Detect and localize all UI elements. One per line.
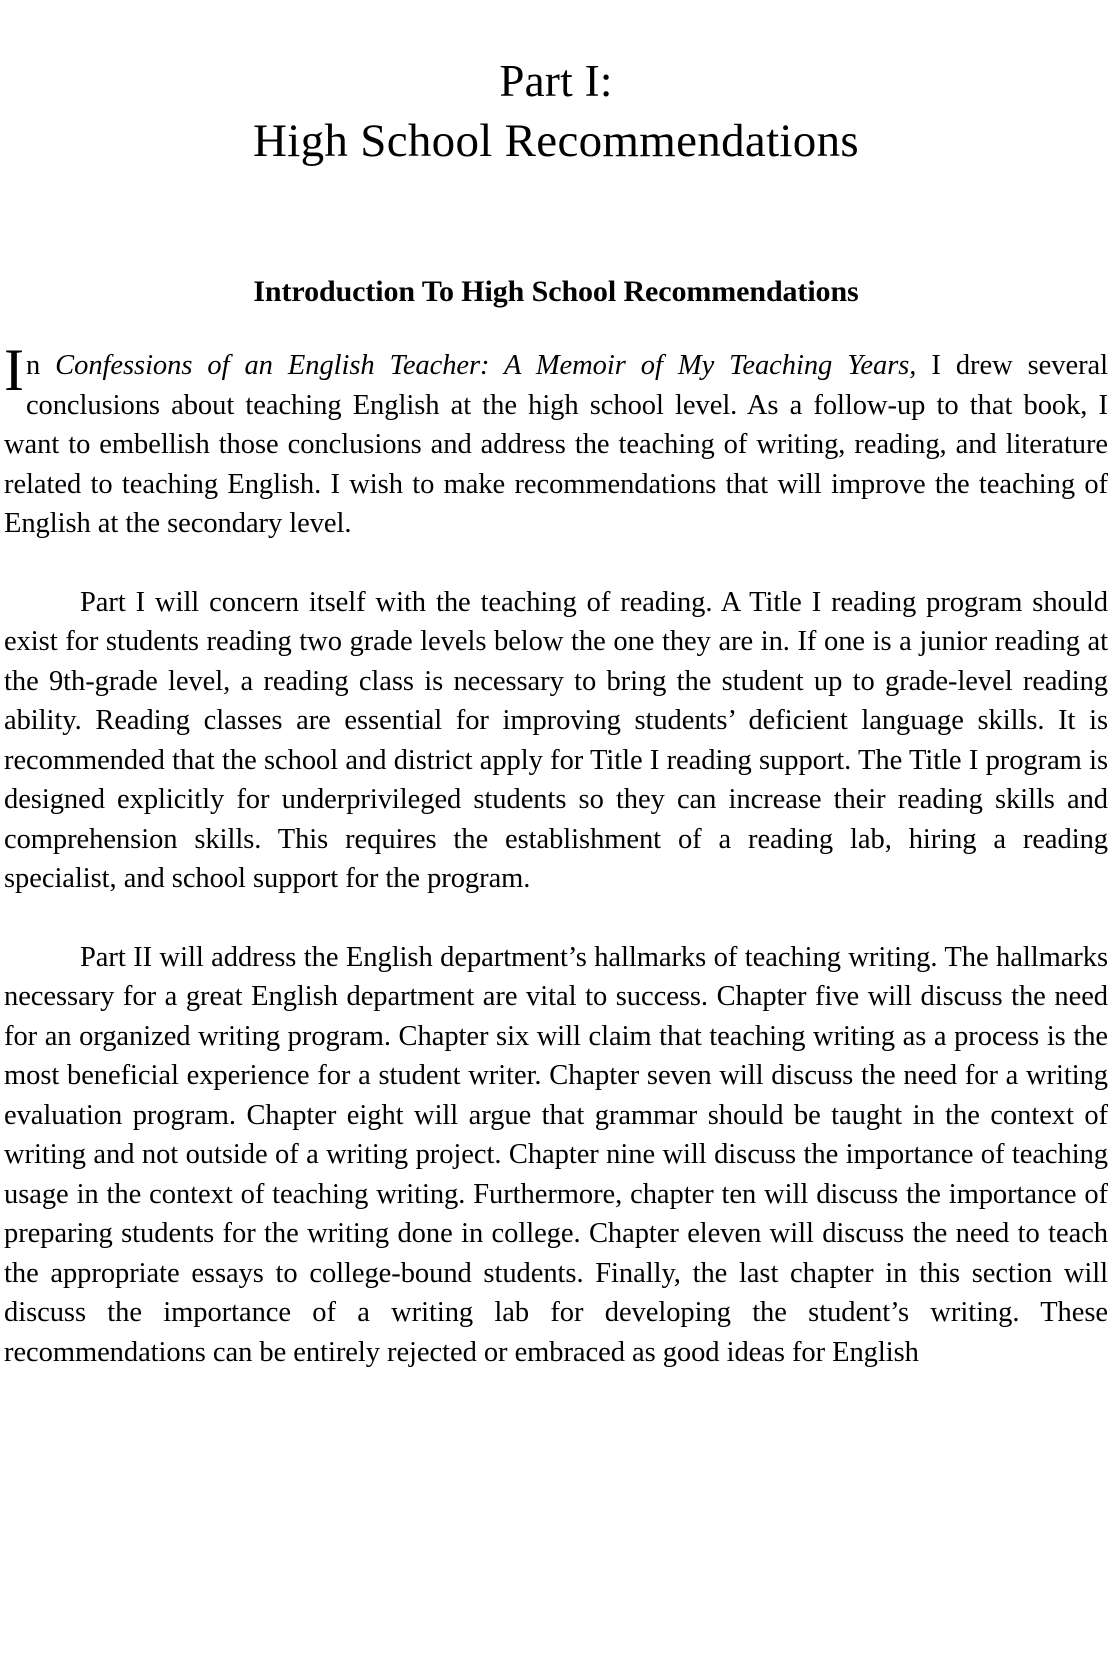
- part-one-paragraph: Part I will concern itself with the teaching of reading. A Title I reading program should exist for students reading two grade levels below the one they are in. If one is a junior reading at the 9th-grade level, a reading class is necessary to bring the student up to grade-level reading ability. Reading classes are essential for improving students’ deficient language skills. It is recommended that the school and district apply for Title I reading support. The Title I program is designed explicitly for underprivileged students so they can increase their reading skills and comprehension skills. This requires the establishment of a reading lab, hiring a reading specialist, and school support for the program.: [4, 586, 1108, 894]
- book-title-italic: Confessions of an English Teacher: A Memoir of My Teaching Years,: [55, 350, 917, 381]
- intro-lead-text: n: [25, 350, 56, 381]
- section-heading: Introduction To High School Recommendations: [253, 275, 859, 308]
- body-copy: [4, 310, 1108, 1372]
- intro-body-text: I drew several conclusions about teaching English at the high school level. As a follow-up to that book, I want to embellish those conclusions and address the teaching of writing, reading, and literature related to teaching English. I wish to make recommendations that will improve the teaching of English at the secondary level.: [4, 350, 1108, 539]
- drop-cap: I: [4, 337, 24, 403]
- part-two-paragraph: Part II will address the English department’s hallmarks of teaching writing. The hallmarks necessary for a great English department are vital to success. Chapter five will discuss the need for an organized writing program. Chapter six will claim that teaching writing as a process is the most beneficial experience for a student writer. Chapter seven will discuss the need for a writing evaluation program. Chapter eight will argue that grammar should be taught in the context of writing and not outside of a writing project. Chapter nine will discuss the importance of teaching usage in the context of teaching writing. Furthermore, chapter ten will discuss the importance of preparing students for the writing done in college. Chapter eleven will discuss the need to teach the appropriate essays to college-bound students. Finally, the last chapter in this section will discuss the importance of a writing lab for developing the student’s writing. These recommendations can be entirely rejected or embraced as good ideas for English: [4, 941, 1108, 1368]
- part-title: [4, 0, 1108, 172]
- part-title-line-1: Part I:: [499, 56, 613, 106]
- part-title-line-2: High School Recommendations: [253, 115, 859, 167]
- intro-paragraph: [4, 337, 1108, 544]
